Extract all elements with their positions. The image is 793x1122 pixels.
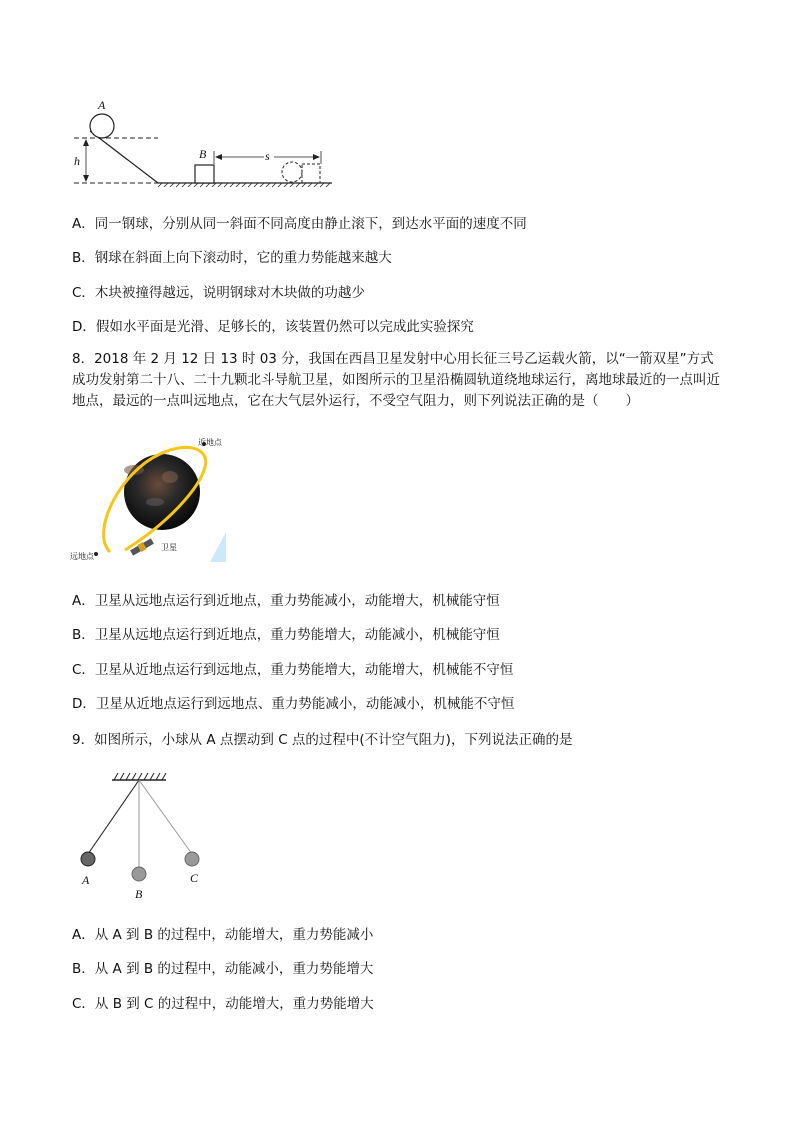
apogee-label: 远地点	[70, 552, 94, 561]
ball-a-label: A	[98, 98, 106, 112]
incline-diagram	[70, 95, 340, 190]
perigee-label: 近地点	[198, 438, 222, 447]
q8-option-b: B．卫星从远地点运行到近地点，重力势能增大，动能减小，机械能守恒	[72, 627, 500, 643]
q7-option-a: A．同一钢球，分别从同一斜面不同高度由静止滚下，到达水平面的速度不同	[72, 216, 527, 232]
satellite-label: 卫星	[161, 543, 177, 552]
distance-s-label: s	[265, 149, 270, 163]
q8-option-a: A．卫星从远地点运行到近地点，重力势能减小，动能增大，机械能守恒	[72, 593, 500, 609]
q9-stem: 9．如图所示，小球从 A 点摆动到 C 点的过程中(不计空气阻力)，下列说法正确的是	[72, 732, 573, 748]
q7-option-d: D．假如水平面是光滑、足够长的，该装置仍然可以完成此实验探究	[72, 319, 474, 335]
satellite-orbit-figure	[70, 432, 240, 572]
satellite-orbit-diagram	[70, 432, 240, 572]
pendulum-figure	[72, 770, 212, 901]
height-h-label: h	[74, 154, 80, 168]
pendulum-a-label: A	[82, 873, 90, 887]
q8-stem: 8．2018 年 2 月 12 日 13 时 03 分，我国在西昌卫星发射中心用长征三号乙运载火箭，以“一箭双星”方式成功发射第二十八、二十九颗北斗导航卫星，如图所示的卫星沿椭圆轨道绕地球运行，离地球最近的一点叫近地点，最远的一点叫远地点，它在大气层外运行，不受空气阻力，则下列说法正确的是（ ）	[72, 351, 720, 409]
q8-option-c: C．卫星从近地点运行到远地点，重力势能增大，动能增大，机械能不守恒	[72, 662, 514, 678]
incline-figure	[70, 95, 340, 190]
q9-option-b: B．从 A 到 B 的过程中，动能减小，重力势能增大	[72, 961, 374, 977]
q8-option-d: D．卫星从近地点运行到远地点、重力势能减小，动能减小，机械能不守恒	[72, 696, 515, 712]
pendulum-b-label: B	[135, 887, 143, 901]
q9-option-a: A．从 A 到 B 的过程中，动能增大，重力势能减小	[72, 927, 374, 943]
q7-option-b: B．钢球在斜面上向下滚动时，它的重力势能越来越大	[72, 250, 392, 266]
pendulum-c-label: C	[190, 871, 199, 885]
q7-option-c: C．木块被撞得越远，说明钢球对木块做的功越少	[72, 285, 365, 301]
q9-option-c: C．从 B 到 C 的过程中，动能增大，重力势能增大	[72, 996, 374, 1012]
block-b-label: B	[199, 147, 207, 161]
